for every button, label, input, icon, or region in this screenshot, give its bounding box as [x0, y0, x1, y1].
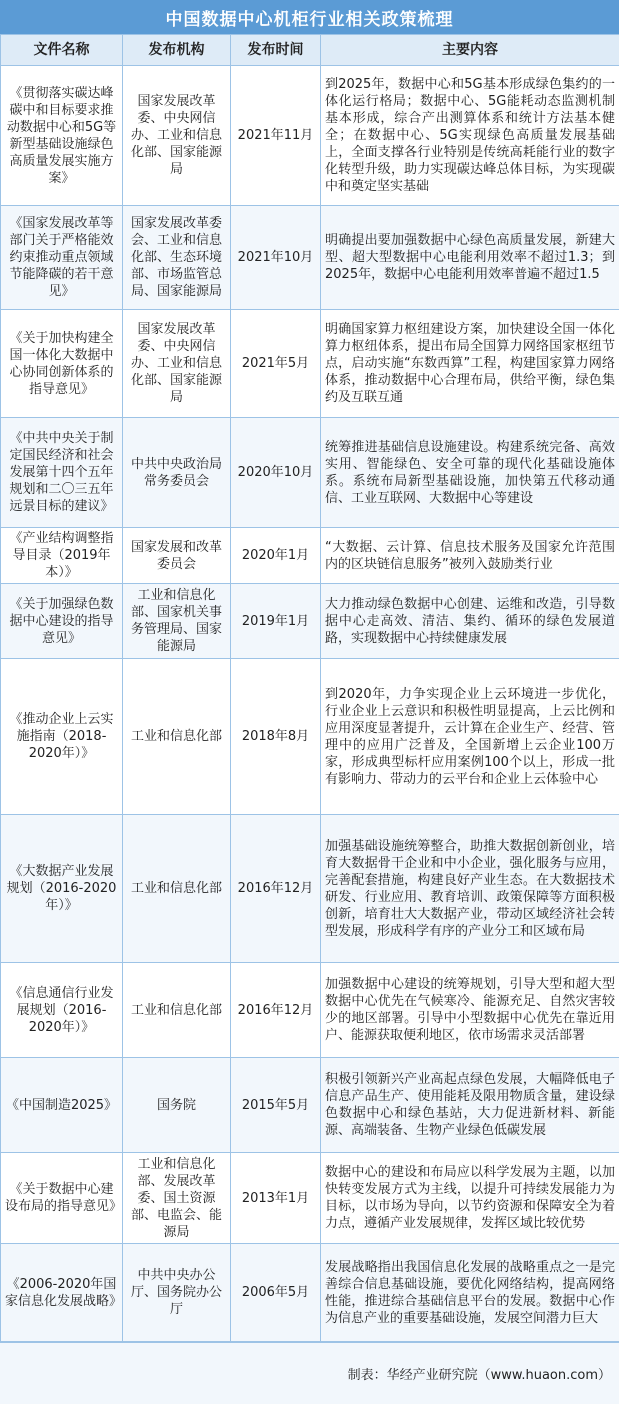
content-cell: 统筹推进基础信息设施建设。构建系统完备、高效实用、智能绿色、安全可靠的现代化基础设施体系。系统布局新型基础设施，加快第五代移动通信、工业互联网、大数据中心等建设 — [321, 418, 619, 528]
policy-table — [0, 34, 619, 1342]
issuer-cell: 中共中央政治局常务委员会 — [123, 418, 231, 528]
issuer-cell: 工业和信息化部 — [123, 815, 231, 963]
content-cell: 到2025年，数据中心和5G基本形成绿色集约的一体化运行格局；数据中心、5G能耗动态监测机制基本形成，综合产出测算体系和统计方法基本健全；在数据中心、5G实现绿色高质量发展基础上，全面支撑各行业特别是传统高耗能行业的数字化转型升级，助力实现碳达峰总体目标，为实现碳中和奠定坚实基础 — [321, 66, 619, 206]
issuer-cell: 国家发展改革委、中央网信办、工业和信息化部、国家能源局 — [123, 310, 231, 418]
document-name-cell: 《大数据产业发展规划（2016-2020年）》 — [1, 815, 123, 963]
document-name-cell: 《关于数据中心建设布局的指导意见》 — [1, 1153, 123, 1244]
document-name-cell: 《贯彻落实碳达峰碳中和目标要求推动数据中心和5G等新型基础设施绿色高质量发展实施方案》 — [1, 66, 123, 206]
table-row — [1, 66, 619, 206]
content-cell: 加强基础设施统筹整合，助推大数据创新创业，培育大数据骨干企业和中小企业，强化服务与应用，完善配套措施，构建良好产业生态。在大数据技术研发、行业应用、教育培训、政策保障等方面积极创新，培育壮大大数据产业，带动区域经济社会转型发展，形成科学有序的产业分工和区域布局 — [321, 815, 619, 963]
issuer-cell: 国家发展改革委会、工业和信息化部、生态环境部、市场监管总局、国家能源局 — [123, 206, 231, 310]
content-cell: “大数据、云计算、信息技术服务及国家允许范围内的区块链信息服务”被列入鼓励类行业 — [321, 528, 619, 584]
header-date: 发布时间 — [231, 35, 321, 66]
content-cell: 大力推动绿色数据中心创建、运维和改造，引导数据中心走高效、清洁、集约、循环的绿色发展道路，实现数据中心持续健康发展 — [321, 584, 619, 659]
date-cell: 2020年10月 — [231, 418, 321, 528]
table-row — [1, 310, 619, 418]
date-cell: 2006年5月 — [231, 1244, 321, 1342]
table-row — [1, 418, 619, 528]
document-name-cell: 《关于加强绿色数据中心建设的指导意见》 — [1, 584, 123, 659]
table-row — [1, 1244, 619, 1342]
content-cell: 积极引领新兴产业高起点绿色发展，大幅降低电子信息产品生产、使用能耗及限用物质含量，建设绿色数据中心和绿色基站，大力促进新材料、新能源、高端装备、生物产业绿色低碳发展 — [321, 1058, 619, 1153]
content-cell: 加强数据中心建设的统筹规划，引导大型和超大型数据中心优先在气候寒冷、能源充足、自然灾害较少的地区部署。引导中小型数据中心优先在靠近用户、能源获取便利地区，依市场需求灵活部署 — [321, 963, 619, 1058]
date-cell: 2016年12月 — [231, 963, 321, 1058]
table-title: 中国数据中心机柜行业相关政策梳理 — [0, 0, 619, 34]
table-row — [1, 1058, 619, 1153]
table-row — [1, 206, 619, 310]
date-cell: 2021年10月 — [231, 206, 321, 310]
issuer-cell: 中共中央办公厅、国务院办公厅 — [123, 1244, 231, 1342]
document-name-cell: 《中共中央关于制定国民经济和社会发展第十四个五年规划和二〇三五年远景目标的建议》 — [1, 418, 123, 528]
header-issuer: 发布机构 — [123, 35, 231, 66]
header-document-name: 文件名称 — [1, 35, 123, 66]
document-name-cell: 《产业结构调整指导目录（2019年本）》 — [1, 528, 123, 584]
document-name-cell: 《关于加快构建全国一体化大数据中心协同创新体系的指导意见》 — [1, 310, 123, 418]
content-cell: 数据中心的建设和布局应以科学发展为主题，以加快转变发展方式为主线，以提升可持续发展能力为目标，以市场为导向，以节约资源和保障安全为着力点，遵循产业发展规律，发挥区域比较优势 — [321, 1153, 619, 1244]
issuer-cell: 工业和信息化部 — [123, 963, 231, 1058]
table-row — [1, 963, 619, 1058]
date-cell: 2021年5月 — [231, 310, 321, 418]
issuer-cell: 工业和信息化部、国家机关事务管理局、国家能源局 — [123, 584, 231, 659]
table-row — [1, 659, 619, 815]
table-header-row — [1, 35, 619, 66]
table-row — [1, 584, 619, 659]
header-content: 主要内容 — [321, 35, 619, 66]
content-cell: 明确国家算力枢纽建设方案，加快建设全国一体化算力枢纽体系，提出布局全国算力网络国家枢纽节点，启动实施“东数西算”工程，构建国家算力网络体系，推动数据中心合理布局，供给平衡，绿色集约及互联互通 — [321, 310, 619, 418]
date-cell: 2018年8月 — [231, 659, 321, 815]
issuer-cell: 国家发展改革委、中央网信办、工业和信息化部、国家能源局 — [123, 66, 231, 206]
issuer-cell: 工业和信息化部 — [123, 659, 231, 815]
document-name-cell: 《中国制造2025》 — [1, 1058, 123, 1153]
content-cell: 到2020年，力争实现企业上云环境进一步优化，行业企业上云意识和积极性明显提高，上云比例和应用深度显著提升，云计算在企业生产、经营、管理中的应用广泛普及，全国新增上云企业100万家，形成典型标杆应用案例100个以上，形成一批有影响力、带动力的云平台和企业上云体验中心 — [321, 659, 619, 815]
date-cell: 2020年1月 — [231, 528, 321, 584]
issuer-cell: 国务院 — [123, 1058, 231, 1153]
document-name-cell: 《信息通信行业发展规划（2016-2020年）》 — [1, 963, 123, 1058]
document-name-cell: 《2006-2020年国家信息化发展战略》 — [1, 1244, 123, 1342]
date-cell: 2013年1月 — [231, 1153, 321, 1244]
document-name-cell: 《国家发展改革等部门关于严格能效约束推动重点领域节能降碳的若干意见》 — [1, 206, 123, 310]
issuer-cell: 国家发展和改革委员会 — [123, 528, 231, 584]
source-footer: 制表：华经产业研究院（www.huaon.com） — [0, 1342, 619, 1404]
table-row — [1, 528, 619, 584]
date-cell: 2015年5月 — [231, 1058, 321, 1153]
document-name-cell: 《推动企业上云实施指南（2018-2020年）》 — [1, 659, 123, 815]
date-cell: 2016年12月 — [231, 815, 321, 963]
date-cell: 2019年1月 — [231, 584, 321, 659]
table-row — [1, 815, 619, 963]
table-row — [1, 1153, 619, 1244]
date-cell: 2021年11月 — [231, 66, 321, 206]
issuer-cell: 工业和信息化部、发展改革委、国土资源部、电监会、能源局 — [123, 1153, 231, 1244]
content-cell: 明确提出要加强数据中心绿色高质量发展，新建大型、超大型数据中心电能利用效率不超过1.3；到2025年，数据中心电能利用效率普遍不超过1.5 — [321, 206, 619, 310]
content-cell: 发展战略指出我国信息化发展的战略重点之一是完善综合信息基础设施，要优化网络结构，提高网络性能，推进综合基础信息平台的发展。数据中心作为信息产业的重要基础设施，发展空间潜力巨大 — [321, 1244, 619, 1342]
